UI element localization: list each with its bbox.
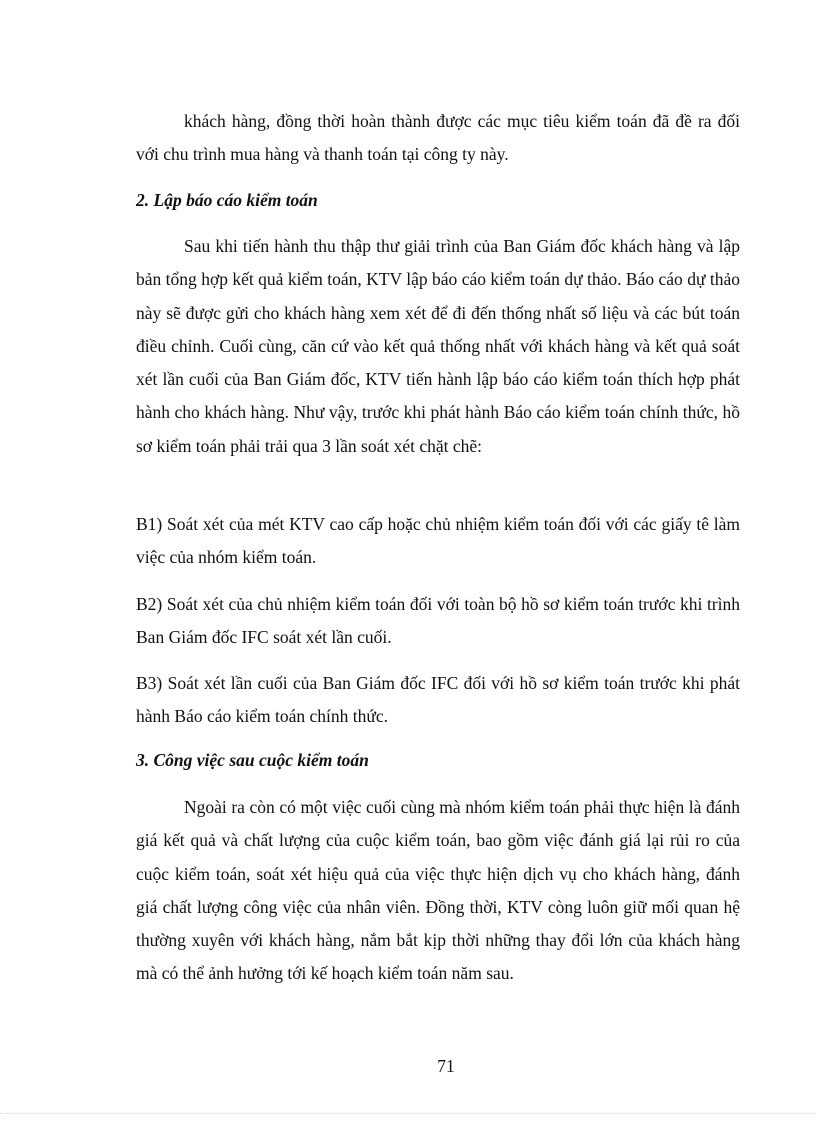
review-step-b3: B3) Soát xét lần cuối của Ban Giám đốc IFC đối với hồ sơ kiểm toán trước khi phát hành Báo cáo kiểm toán chính thức. [136, 673, 740, 727]
footer-divider [0, 1113, 816, 1114]
intro-continuation-paragraph: khách hàng, đồng thời hoàn thành được các mục tiêu kiểm toán đã đề ra đối với chu trình mua hàng và thanh toán tại công ty này. [136, 111, 740, 165]
document-page [136, 0, 740, 1123]
section-2-paragraph: Sau khi tiến hành thu thập thư giải trình của Ban Giám đốc khách hàng và lập bản tổng hợp kết quả kiểm toán, KTV lập báo cáo kiểm toán dự thảo. Báo cáo dự thảo này sẽ được gửi cho khách hàng xem xét để đi đến thống nhất số liệu và các bút toán điều chỉnh. Cuối cùng, căn cứ vào kết quả thống nhất với khách hàng và kết quả soát xét lần cuối của Ban Giám đốc, KTV tiến hành lập báo cáo kiểm toán thích hợp phát hành cho khách hàng. Như vậy, trước khi phát hành Báo cáo kiểm toán chính thức, hồ sơ kiểm toán phải trải qua 3 lần soát xét chặt chẽ: [136, 236, 740, 456]
section-3-paragraph: Ngoài ra còn có một việc cuối cùng mà nhóm kiểm toán phải thực hiện là đánh giá kết quả và chất lượng của cuộc kiểm toán, bao gồm việc đánh giá lại rủi ro của cuộc kiểm toán, soát xét hiệu quả của việc thực hiện dịch vụ cho khách hàng, đánh giá chất lượng công việc của nhân viên. Đồng thời, KTV còng luôn giữ mối quan hệ thường xuyên với khách hàng, nắm bắt kịp thời những thay đổi lớn của khách hàng mà có thể ảnh hưởng tới kế hoạch kiểm toán năm sau. [136, 797, 740, 984]
page-number: 71 [437, 1056, 455, 1076]
section-3-heading: 3. Công việc sau cuộc kiểm toán [136, 750, 369, 770]
review-step-b1: B1) Soát xét của mét KTV cao cấp hoặc chủ nhiệm kiểm toán đối với các giấy tê làm việc của nhóm kiểm toán. [136, 514, 740, 568]
review-step-b2: B2) Soát xét của chủ nhiệm kiểm toán đối với toàn bộ hồ sơ kiểm toán trước khi trình Ban Giám đốc IFC soát xét lần cuối. [136, 594, 740, 648]
section-2-heading: 2. Lập báo cáo kiểm toán [136, 190, 318, 210]
